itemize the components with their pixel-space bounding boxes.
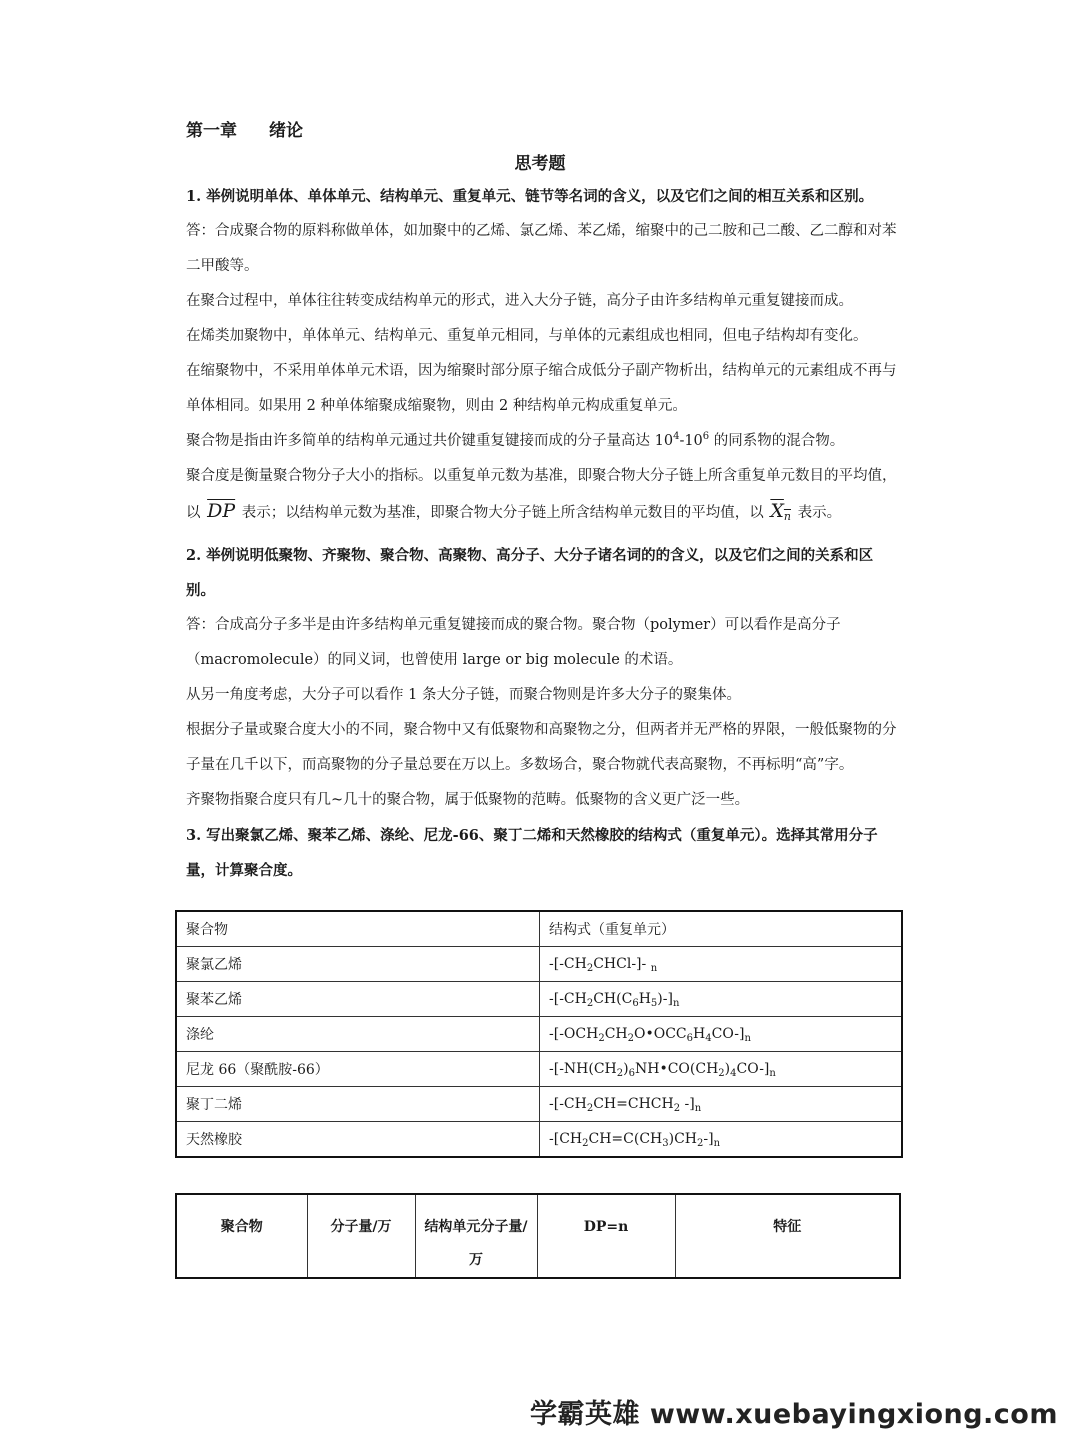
q2-answer-paragraph: 根据分子量或聚合度大小的不同，聚合物中又有低聚物和高聚物之分，但两者并无严格的界限，一般低聚物的分子量在几千以下，而高聚物的分子量总要在万以上。多数场合，聚合物就代表高聚物，不再标明“高”字。 (186, 722, 897, 773)
q2-answer-paragraph: 从另一角度考虑，大分子可以看作 1 条大分子链，而聚合物则是许多大分子的聚集体。 (186, 687, 741, 703)
question-2-block (186, 538, 898, 888)
question-1: 1. 举例说明单体、单体单元、结构单元、重复单元、链节等名词的含义，以及它们之间的相互关系和区别。 (186, 188, 874, 205)
table-row (176, 1087, 902, 1122)
polymer-name-cell: 天然橡胶 (176, 1122, 540, 1158)
chapter-heading (186, 116, 303, 141)
table-header-row (176, 911, 902, 947)
section-title: 思考题 (514, 154, 566, 174)
formula-cell: $-[-NH(CH_2)_6NH•CO(CH_2)_4CO-]_n$ (540, 1052, 903, 1087)
header-cell: 结构单元分子量/万 (415, 1194, 537, 1278)
formula-cell: $-[-CH_2CH(C_6H_5)-]_n$ (540, 982, 903, 1017)
structure-table (175, 910, 903, 1158)
q1-answer-paragraph: 聚合度是衡量聚合物分子大小的指标。以重复单元数为基准，即聚合物大分子链上所含重复单元数目的平均值，以 $\overline{DP}$ 表示；以结构单元数为基准，即聚合物大分子链上所含结构单元数目的平均值，以 $X_n$ 表示。 (186, 468, 897, 523)
q1-answer-paragraph: 在聚合过程中，单体往往转变成结构单元的形式，进入大分子链，高分子由许多结构单元重复键接而成。 (186, 293, 853, 309)
formula-cell: $-[-CH_2CH=CHCH_2$ $-]_n$ (540, 1087, 903, 1122)
formula-cell: $-[-CH_2CHCl-]-$ $_n$ (540, 947, 903, 982)
formula-cell: $-[-OCH_2CH_2O•OCC_6H_4CO-]_n$ (540, 1017, 903, 1052)
q2-answer-paragraph: 答：合成高分子多半是由许多结构单元重复键接而成的聚合物。聚合物（polymer）可以看作是高分子（macromolecule）的同义词，也曾使用 large or big molecule 的术语。 (186, 617, 841, 668)
dp-table (175, 1193, 901, 1279)
header-cell: 结构式（重复单元） (540, 911, 903, 947)
table-header-row (176, 1194, 900, 1278)
table-row (176, 1017, 902, 1052)
header-cell: 聚合物 (176, 1194, 307, 1278)
header-cell: DP=n (537, 1194, 675, 1278)
polymer-name-cell: 聚苯乙烯 (176, 982, 540, 1017)
header-cell: 特征 (675, 1194, 900, 1278)
formula-cell: $-[CH_2CH=C(CH_3)CH_2-]_n$ (540, 1122, 903, 1158)
table-row (176, 982, 902, 1017)
q1-answer-paragraph: 答：合成聚合物的原料称做单体，如加聚中的乙烯、氯乙烯、苯乙烯，缩聚中的己二胺和己二酸、乙二醇和对苯二甲酸等。 (186, 223, 897, 274)
polymer-name-cell: 涤纶 (176, 1017, 540, 1052)
question-2: 2. 举例说明低聚物、齐聚物、聚合物、高聚物、高分子、大分子诸名词的的含义，以及它们之间的关系和区别。 (186, 547, 874, 599)
table-row (176, 947, 902, 982)
question-3: 3. 写出聚氯乙烯、聚苯乙烯、涤纶、尼龙-66、聚丁二烯和天然橡胶的结构式（重复单元）。选择其常用分子量，计算聚合度。 (186, 827, 878, 879)
q1-answer-paragraph: 聚合物是指由许多简单的结构单元通过共价键重复键接而成的分子量高达 $10^4-10^6$ 的同系物的混合物。 (186, 431, 845, 449)
polymer-name-cell: 尼龙 66（聚酰胺-66） (176, 1052, 540, 1087)
table-row (176, 1122, 902, 1158)
watermark: 学霸英雄 www.xuebayingxiong.com (529, 1399, 1058, 1430)
chapter-title: 绪论 (269, 121, 303, 141)
chapter-number: 第一章 (186, 121, 237, 141)
header-cell: 聚合物 (176, 911, 540, 947)
question-1-block (186, 179, 898, 531)
polymer-name-cell: 聚氯乙烯 (176, 947, 540, 982)
q2-answer-paragraph: 齐聚物指聚合度只有几~几十的聚合物，属于低聚物的范畴。低聚物的含义更广泛一些。 (186, 792, 750, 808)
dp-symbol: $\overline{DP}$ (207, 500, 236, 522)
q1-answer-paragraph: 在烯类加聚物中，单体单元、结构单元、重复单元相同，与单体的元素组成也相同，但电子结构却有变化。 (186, 328, 868, 344)
header-cell: 分子量/万 (307, 1194, 415, 1278)
q1-answer-paragraph: 在缩聚物中，不采用单体单元术语，因为缩聚时部分原子缩合成低分子副产物析出，结构单元的元素组成不再与单体相同。如果用 2 种单体缩聚成缩聚物，则由 2 种结构单元构成重复单元。 (186, 363, 897, 414)
table-row (176, 1052, 902, 1087)
xn-symbol: $X_n$ (770, 500, 791, 523)
polymer-name-cell: 聚丁二烯 (176, 1087, 540, 1122)
